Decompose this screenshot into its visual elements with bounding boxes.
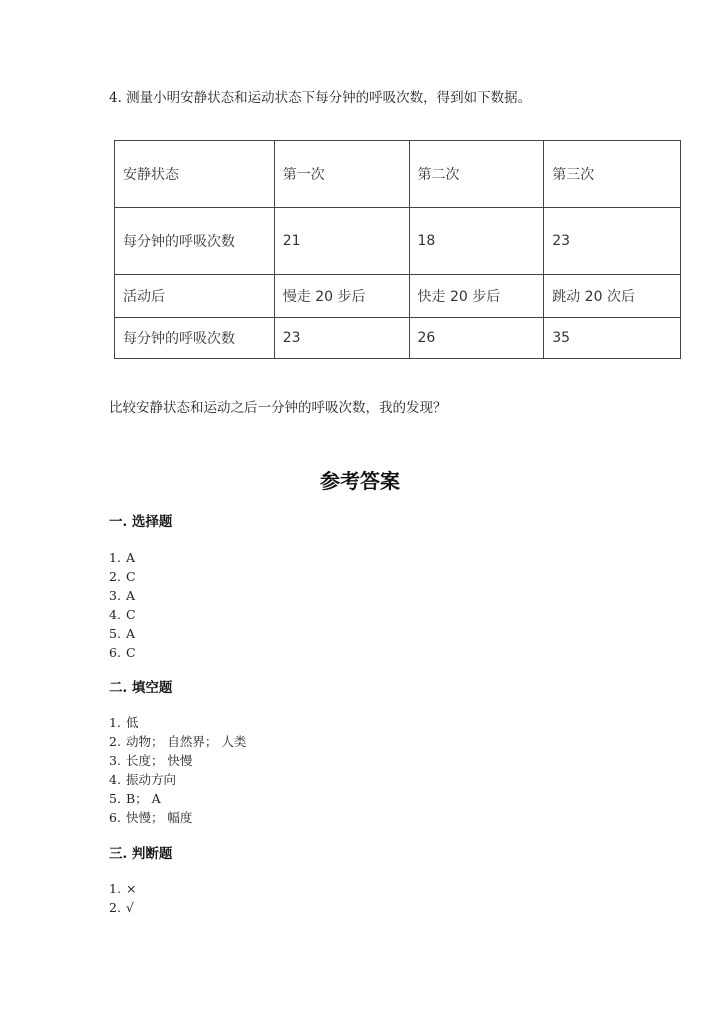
table-cell: 每分钟的呼吸次数 xyxy=(115,318,275,359)
list-item: 5. B； A xyxy=(109,791,161,806)
list-item: 4. C xyxy=(109,607,136,622)
table-cell: 第三次 xyxy=(544,141,681,208)
section-heading-fill: 二. 填空题 xyxy=(109,680,173,696)
breathing-data-table xyxy=(114,140,681,359)
table-cell: 每分钟的呼吸次数 xyxy=(115,208,275,275)
table-cell: 23 xyxy=(274,318,409,359)
list-item: 2. √ xyxy=(109,900,134,915)
table-cell: 活动后 xyxy=(115,275,275,318)
list-item: 1. A xyxy=(109,550,135,565)
table-row xyxy=(115,275,681,318)
answer-list-fill xyxy=(109,713,246,827)
table-row xyxy=(115,318,681,359)
table-row xyxy=(115,208,681,275)
table-cell: 26 xyxy=(409,318,544,359)
list-item: 3. A xyxy=(109,588,135,603)
answer-list-choice xyxy=(109,548,136,662)
list-item: 2. C xyxy=(109,569,136,584)
table-cell: 21 xyxy=(274,208,409,275)
table-cell: 18 xyxy=(409,208,544,275)
list-item: 3. 长度； 快慢 xyxy=(109,753,193,768)
answer-key-title: 参考答案 xyxy=(320,469,400,493)
table-cell: 慢走 20 步后 xyxy=(274,275,409,318)
section-heading-judge: 三. 判断题 xyxy=(109,846,173,862)
list-item: 2. 动物； 自然界； 人类 xyxy=(109,734,247,749)
table-cell: 23 xyxy=(544,208,681,275)
answer-list-judge xyxy=(109,879,136,917)
table-cell: 35 xyxy=(544,318,681,359)
table-cell: 安静状态 xyxy=(115,141,275,208)
table-cell: 快走 20 步后 xyxy=(409,275,544,318)
table-cell: 第二次 xyxy=(409,141,544,208)
list-item: 6. C xyxy=(109,645,136,660)
list-item: 1. 低 xyxy=(109,715,139,730)
table-row xyxy=(115,141,681,208)
list-item: 1. × xyxy=(109,881,137,896)
discovery-prompt: 比较安静状态和运动之后一分钟的呼吸次数，我的发现？ xyxy=(109,400,447,416)
list-item: 6. 快慢； 幅度 xyxy=(109,810,193,825)
question-text: 4. 测量小明安静状态和运动状态下每分钟的呼吸次数，得到如下数据。 xyxy=(109,90,532,106)
table-cell: 跳动 20 次后 xyxy=(544,275,681,318)
list-item: 5. A xyxy=(109,626,135,641)
table-cell: 第一次 xyxy=(274,141,409,208)
section-heading-choice: 一. 选择题 xyxy=(109,514,173,530)
list-item: 4. 振动方向 xyxy=(109,772,176,787)
